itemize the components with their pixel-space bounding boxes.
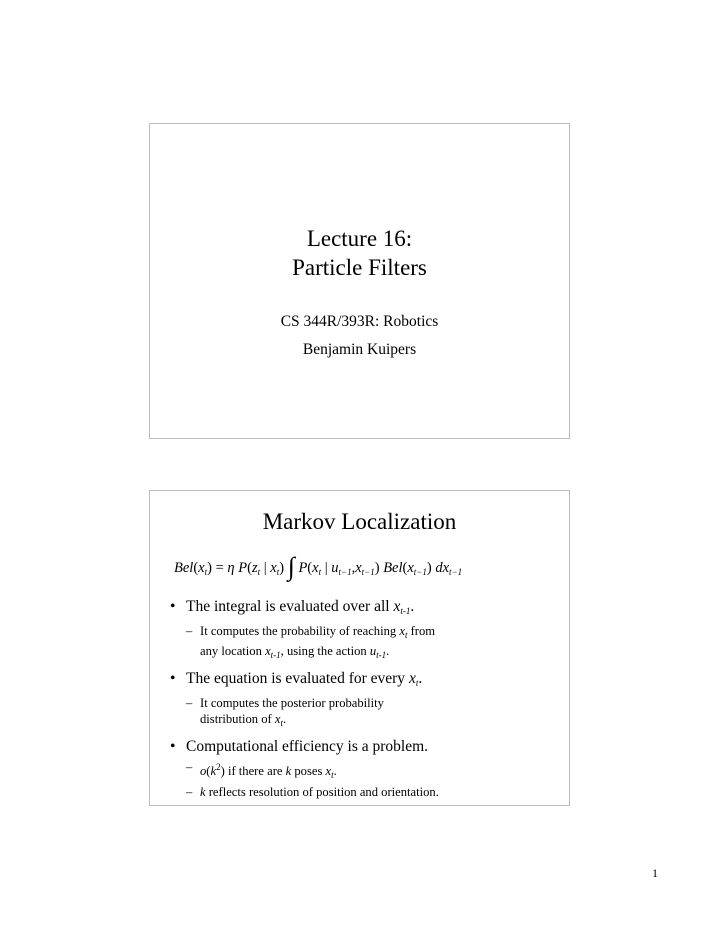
var-sub: t [404,630,408,640]
sub-text: poses [291,764,326,778]
sub-list [186,695,561,731]
eq-sub: t−1 [361,567,375,577]
eq-p: P [238,560,248,576]
var: u [369,644,377,658]
eq-paren: ( [247,560,252,576]
sub-text: ) [220,764,225,778]
eq-d: d [435,560,443,576]
var: x [399,624,405,638]
var: k [210,764,217,778]
var-sub: t-1 [376,650,387,660]
eq-z: z [251,560,258,576]
title-line-1: Lecture 16: [306,226,413,251]
sub-list [186,623,561,663]
eq-x: x [270,560,277,576]
eq-paren: ( [193,560,199,576]
sub-text: from [407,624,436,638]
sub-text: . [333,764,337,778]
bayes-filter-equation [174,549,565,585]
lecture-title [150,224,569,282]
sub-item [186,759,561,783]
var-sub: t-1 [400,606,411,616]
var: x [274,712,281,726]
bullet-text: . [418,670,423,687]
bullet-text: . [410,598,415,615]
slide-title: Markov Localization [262,509,457,534]
eq-sub: t [276,567,280,577]
title-line-2: Particle Filters [292,255,427,280]
sub-text: , using the action [280,644,370,658]
sub-text: distribution of [200,712,275,726]
eq-sub: t−1 [413,567,427,577]
sub-text: It computes the posterior probability [200,696,384,710]
markov-localization-slide [149,490,570,806]
eq-paren: ( [402,560,408,576]
var-sub: t [280,718,283,728]
sub-text: any location [200,644,266,658]
eq-sub: t−1 [338,567,352,577]
eq-bar: | [321,560,332,576]
eq-equals: = [211,560,228,576]
var: k [200,785,206,799]
var: o [200,764,207,778]
eq-x: x [312,560,319,576]
sub-item [186,623,561,663]
bullet-text: The integral is evaluated over all [186,598,394,615]
bullet-text: Computational efficiency is a problem. [186,738,429,755]
eq-bel: Bel [383,560,403,576]
var: x [408,670,416,687]
var-sub: t [415,678,419,688]
sub-item [186,695,561,731]
title-slide [149,123,570,439]
eq-paren: ) [207,560,212,576]
var: k [285,764,292,778]
eq-eta: η [227,560,235,576]
eq-u: u [331,560,339,576]
eq-paren: ) [426,560,432,576]
page-number: 1 [652,866,658,880]
bullet-text: The equation is evaluated for every [186,670,409,687]
sub-list [186,759,561,800]
sub-text: . [386,644,390,658]
eq-sub: t [257,567,261,577]
var: x [265,644,271,658]
var-sub: t [331,770,334,780]
eq-comma: , [351,560,356,576]
course-name: CS 344R/393R: Robotics [280,313,439,330]
sub-text: It computes the probability of reaching [200,624,400,638]
bullet-item [164,597,561,663]
eq-sub: t−1 [449,567,463,577]
eq-p: P [298,560,308,576]
var: x [325,764,332,778]
eq-x: x [355,560,362,576]
exponent: 2 [216,762,221,772]
sub-text: . [282,712,287,726]
bullet-item [164,669,561,731]
sub-text: if there are [224,764,286,778]
author-name: Benjamin Kuipers [302,341,417,358]
var-sub: t-1 [270,650,281,660]
eq-sub: t [204,567,208,577]
var: x [393,598,401,615]
eq-paren: ) [279,560,285,576]
eq-bel: Bel [174,560,194,576]
sub-item [186,784,561,800]
eq-x: x [198,560,205,576]
sub-text: reflects resolution of position and orientation. [205,785,439,799]
bullet-list [164,591,561,800]
eq-paren: ) [374,560,380,576]
bullet-item [164,737,561,800]
subtitle-block [150,308,569,364]
sub-text: ( [206,764,211,778]
eq-bar: | [260,560,271,576]
integral-sign: ∫ [287,552,295,581]
eq-sub: t [318,567,322,577]
eq-x: x [407,560,414,576]
eq-paren: ( [307,560,313,576]
eq-x: x [442,560,450,576]
